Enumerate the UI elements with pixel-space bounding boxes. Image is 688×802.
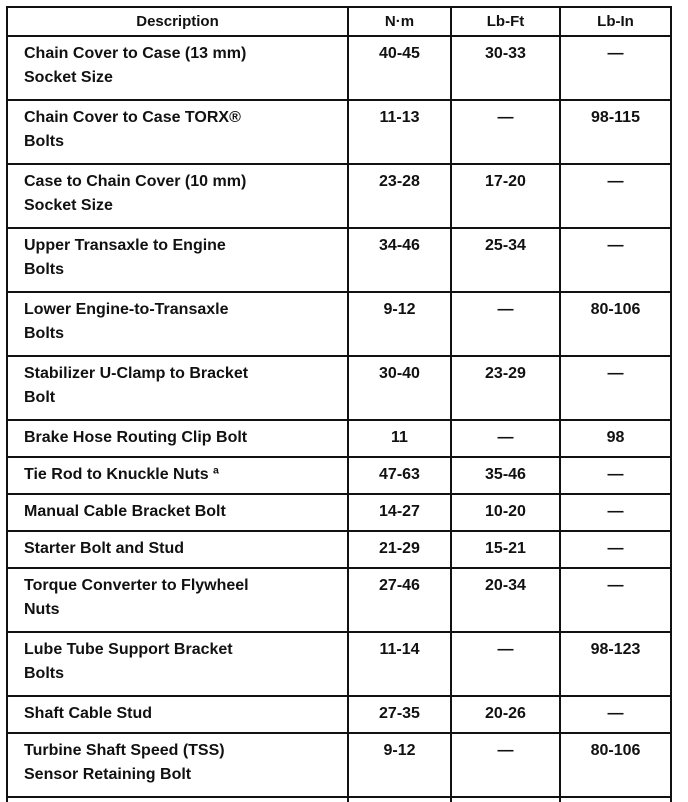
- table-row: [7, 36, 671, 100]
- cell-description: [7, 292, 348, 356]
- cell-description: [7, 494, 348, 531]
- cell-nm: 30-40: [348, 356, 451, 420]
- cell-nm: 27-35: [348, 696, 451, 733]
- cell-lbin: —: [560, 696, 671, 733]
- description-line-1: Tie Rod to Knuckle Nuts ª: [24, 466, 219, 483]
- cell-nm: 47-63: [348, 457, 451, 494]
- cell-lbin: 80-106: [560, 733, 671, 797]
- cell-description: [7, 100, 348, 164]
- description-line-2: Bolt: [24, 389, 56, 406]
- cell-description: [7, 228, 348, 292]
- cell-nm: 14-27: [348, 494, 451, 531]
- cell-lbin: —: [560, 164, 671, 228]
- cell-empty: [348, 797, 451, 802]
- cell-description: [7, 568, 348, 632]
- cell-lbin: —: [560, 356, 671, 420]
- cell-lbft: 35-46: [451, 457, 560, 494]
- description-line-2: Bolts: [24, 665, 64, 682]
- description-line-1: Lube Tube Support Bracket: [24, 641, 233, 658]
- description-line-1: Lower Engine-to-Transaxle: [24, 301, 229, 318]
- cell-lbin: 98-115: [560, 100, 671, 164]
- cell-lbin: —: [560, 568, 671, 632]
- cell-lbft: 20-26: [451, 696, 560, 733]
- torque-specifications-table: [6, 6, 672, 802]
- table-row: [7, 733, 671, 797]
- cell-nm: 34-46: [348, 228, 451, 292]
- cell-nm: 9-12: [348, 292, 451, 356]
- table-row-cut-off: [7, 797, 671, 802]
- cell-lbin: 98-123: [560, 632, 671, 696]
- description-line-1: Torque Converter to Flywheel: [24, 577, 249, 594]
- cell-lbin: —: [560, 457, 671, 494]
- table-row: [7, 228, 671, 292]
- description-line-2: Bolts: [24, 133, 64, 150]
- table-row: [7, 568, 671, 632]
- cell-nm: 27-46: [348, 568, 451, 632]
- cell-description: [7, 457, 348, 494]
- description-line-1: Case to Chain Cover (10 mm): [24, 173, 247, 190]
- cell-lbft: —: [451, 420, 560, 457]
- cell-lbft: —: [451, 733, 560, 797]
- header-lbft: Lb-Ft: [451, 7, 560, 36]
- cell-lbft: 23-29: [451, 356, 560, 420]
- cell-lbft: 20-34: [451, 568, 560, 632]
- description-line-1: Upper Transaxle to Engine: [24, 237, 226, 254]
- cell-lbft: —: [451, 292, 560, 356]
- table-row: [7, 356, 671, 420]
- cell-lbft: 25-34: [451, 228, 560, 292]
- cell-description: [7, 420, 348, 457]
- table-header-row: [7, 7, 671, 36]
- cell-lbin: —: [560, 228, 671, 292]
- table-row: [7, 632, 671, 696]
- cell-nm: 9-12: [348, 733, 451, 797]
- description-line-1: Starter Bolt and Stud: [24, 540, 185, 557]
- cell-lbft: —: [451, 632, 560, 696]
- description-line-2: Bolts: [24, 325, 64, 342]
- description-line-2: Socket Size: [24, 69, 113, 86]
- cell-lbft: 15-21: [451, 531, 560, 568]
- table-row: [7, 531, 671, 568]
- header-nm: N·m: [348, 7, 451, 36]
- description-line-2: Nuts: [24, 601, 60, 618]
- cell-empty: [451, 797, 560, 802]
- cell-description: [7, 36, 348, 100]
- description-line-1: Turbine Shaft Speed (TSS): [24, 742, 225, 759]
- cell-lbft: 30-33: [451, 36, 560, 100]
- cell-nm: 11-14: [348, 632, 451, 696]
- description-line-1: Chain Cover to Case (13 mm): [24, 45, 247, 62]
- table-row: [7, 164, 671, 228]
- table-row: [7, 696, 671, 733]
- cell-nm: 11: [348, 420, 451, 457]
- description-line-2: Sensor Retaining Bolt: [24, 766, 192, 783]
- cell-lbin: —: [560, 531, 671, 568]
- cell-lbin: —: [560, 36, 671, 100]
- description-line-1: Shaft Cable Stud: [24, 705, 153, 722]
- cell-nm: 21-29: [348, 531, 451, 568]
- description-line-1: Brake Hose Routing Clip Bolt: [24, 429, 248, 446]
- description-line-1: Manual Cable Bracket Bolt: [24, 503, 226, 520]
- header-lbin: Lb-In: [560, 7, 671, 36]
- cell-empty: [7, 797, 348, 802]
- cell-nm: 40-45: [348, 36, 451, 100]
- header-description: Description: [7, 7, 348, 36]
- table-row: [7, 457, 671, 494]
- cell-lbft: 17-20: [451, 164, 560, 228]
- cell-lbin: —: [560, 494, 671, 531]
- description-line-2: Socket Size: [24, 197, 113, 214]
- description-line-2: Bolts: [24, 261, 64, 278]
- cell-lbft: 10-20: [451, 494, 560, 531]
- table-row: [7, 494, 671, 531]
- description-line-1: Chain Cover to Case TORX®: [24, 109, 241, 126]
- cell-empty: [560, 797, 671, 802]
- description-line-1: Stabilizer U-Clamp to Bracket: [24, 365, 249, 382]
- cell-description: [7, 164, 348, 228]
- table-row: [7, 100, 671, 164]
- cell-description: [7, 356, 348, 420]
- table-row: [7, 292, 671, 356]
- table-row: [7, 420, 671, 457]
- cell-description: [7, 531, 348, 568]
- cell-description: [7, 696, 348, 733]
- cell-nm: 23-28: [348, 164, 451, 228]
- table-body: [7, 36, 671, 802]
- cell-lbin: 98: [560, 420, 671, 457]
- cell-description: [7, 632, 348, 696]
- cell-lbin: 80-106: [560, 292, 671, 356]
- cell-description: [7, 733, 348, 797]
- cell-nm: 11-13: [348, 100, 451, 164]
- cell-lbft: —: [451, 100, 560, 164]
